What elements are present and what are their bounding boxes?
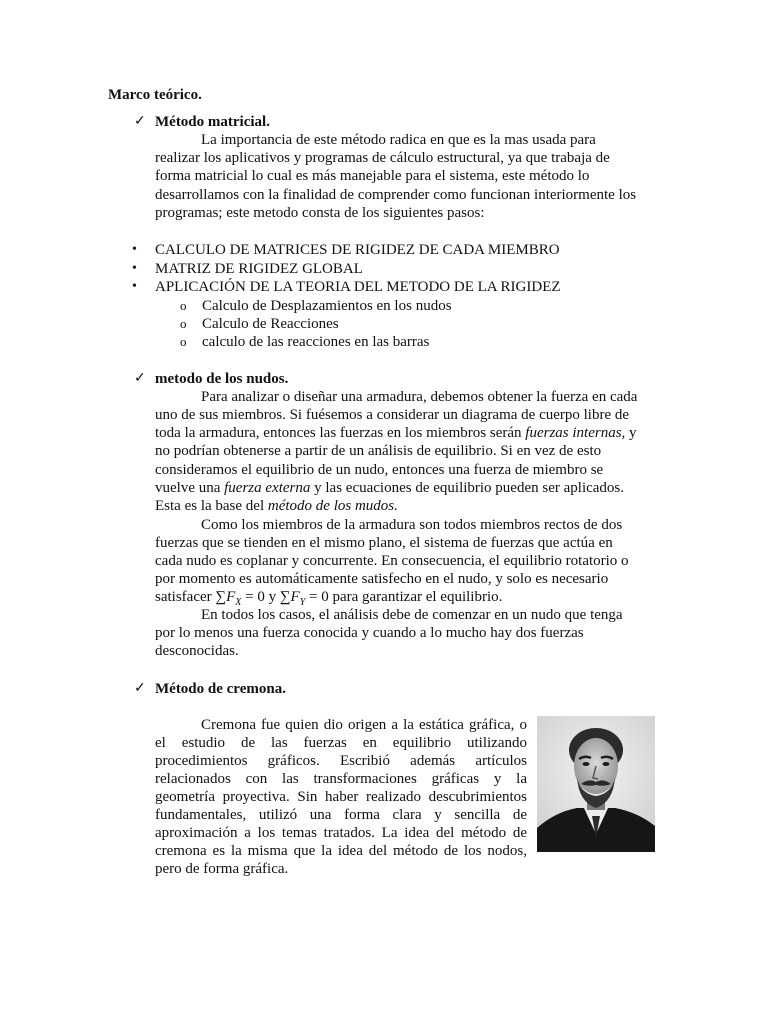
text-run: satisfacer [155,589,212,605]
paragraph-line: En todos los casos, el análisis debe de comenzar en un nudo que tenga [201,607,623,623]
italic-term: fuerza externa [224,480,311,496]
cremona-portrait-image [537,716,655,852]
heading-metodo-cremona: Método de cremona. [155,681,286,697]
paragraph-line: geometría proyectiva. Sin haber realizado descubrimientos [155,789,527,805]
italic-term: fuerzas internas, [525,425,626,441]
paragraph-line: cada nudo es coplanar y concurrente. En consecuencia, el equilibrio rotatorio o [155,553,629,569]
list-item: CALCULO DE MATRICES DE RIGIDEZ DE CADA MIEMBRO [155,242,560,258]
paragraph-line: aproximación a los temas tratados. La idea del método de [155,825,527,841]
paragraph-line: el estudio de las fuerzas en equilibrio utilizando [155,735,527,751]
text-run: para garantizar el equilibrio. [332,589,503,605]
equation-subscript: X [235,597,242,608]
paragraph-line: Como los miembros de la armadura son todos miembros rectos de dos [201,517,623,533]
paragraph-line [155,497,398,515]
paragraph-line: procedimientos gráficos. Escribió además artículos [155,753,527,769]
equation-sum-fx [215,589,265,608]
paragraph-line: Para analizar o diseñar una armadura, debemos obtener la fuerza en cada [201,389,638,405]
paragraph-line: cremona es la misma que la idea del método de los nodos, [155,843,527,859]
circle-bullet-icon: o [180,316,187,331]
paragraph-line: forma matricial lo cual es más manejable para el sistema, este método lo [155,168,590,184]
paragraph-line [155,479,624,497]
paragraph-line: Cremona fue quien dio origen a la estática gráfica, o [201,717,527,733]
equation-rhs: = 0 [309,589,329,605]
paragraph-line: fundamentales, utilizó una forma clara y sencilla de [155,807,527,823]
equation-sum-fy [279,589,329,608]
circle-bullet-icon: o [180,334,187,349]
italic-term: método de los mudos. [267,498,398,514]
checkmark-icon: ✓ [134,681,146,696]
paragraph-line: pero de forma gráfica. [155,861,289,877]
equation-rhs: = 0 [245,589,265,605]
paragraph-line: fuerzas que se tienden en el mismo plano, el sistema de fuerzas que actúa en [155,535,613,551]
bullet-icon: • [132,279,137,294]
sub-list-item: calculo de las reacciones en las barras [202,334,430,350]
paragraph-line: relacionados con las transformaciones gráficas y la [155,771,527,787]
portrait-drawing [537,716,655,852]
paragraph-line: por lo menos una fuerza conocida y cuando a lo mucho hay dos fuerzas [155,625,584,641]
paragraph-line: realizar los aplicativos y programas de cálculo estructural, ya que trabaja de [155,150,610,166]
list-item: APLICACIÓN DE LA TEORIA DEL METODO DE LA RIGIDEZ [155,279,561,295]
bullet-icon: • [132,261,137,276]
circle-bullet-icon: o [180,298,187,313]
paragraph-line: uno de sus miembros. Si fuésemos a considerar un diagrama de cuerpo libre de [155,407,630,423]
paragraph-line: programas; este metodo consta de los siguientes pasos: [155,205,485,221]
page-title: Marco teórico. [108,87,202,103]
text-run: Esta es la base del [155,498,265,514]
paragraph-line: no podrían obtenerse a partir de un análisis de equilibrio. Si en vez de esto [155,443,602,459]
text-run: toda la armadura, entonces las fuerzas en los miembros serán [155,425,522,441]
list-item: MATRIZ DE RIGIDEZ GLOBAL [155,261,363,277]
heading-metodo-matricial: Método matricial. [155,114,270,130]
checkmark-icon: ✓ [134,114,146,129]
sub-list-item: Calculo de Reacciones [202,316,339,332]
checkmark-icon: ✓ [134,371,146,386]
sub-list-item: Calculo de Desplazamientos en los nudos [202,298,452,314]
paragraph-line: La importancia de este método radica en que es la mas usada para [201,132,596,148]
equation-subscript: Y [299,597,306,608]
bullet-icon: • [132,242,137,257]
text-run: vuelve una [155,480,221,496]
paragraph-line: desconocidas. [155,643,239,659]
text-run: y [629,425,637,441]
heading-metodo-nudos: metodo de los nudos. [155,371,289,387]
paragraph-line: desarrollamos con la finalidad de comprender como funcionan interiormente los [155,187,637,203]
text-run: y las ecuaciones de equilibrio pueden ser aplicados. [314,480,625,496]
paragraph-line: por momento es automáticamente satisfecho en el nudo, y solo es necesario [155,571,609,587]
equation-symbol: ∑F [215,589,236,605]
equation-symbol: ∑F [279,589,300,605]
paragraph-line [155,424,637,442]
text-run: y [268,589,277,605]
paragraph-line: consideramos el equilibrio de un nudo, entonces una fuerza de miembro se [155,462,604,478]
